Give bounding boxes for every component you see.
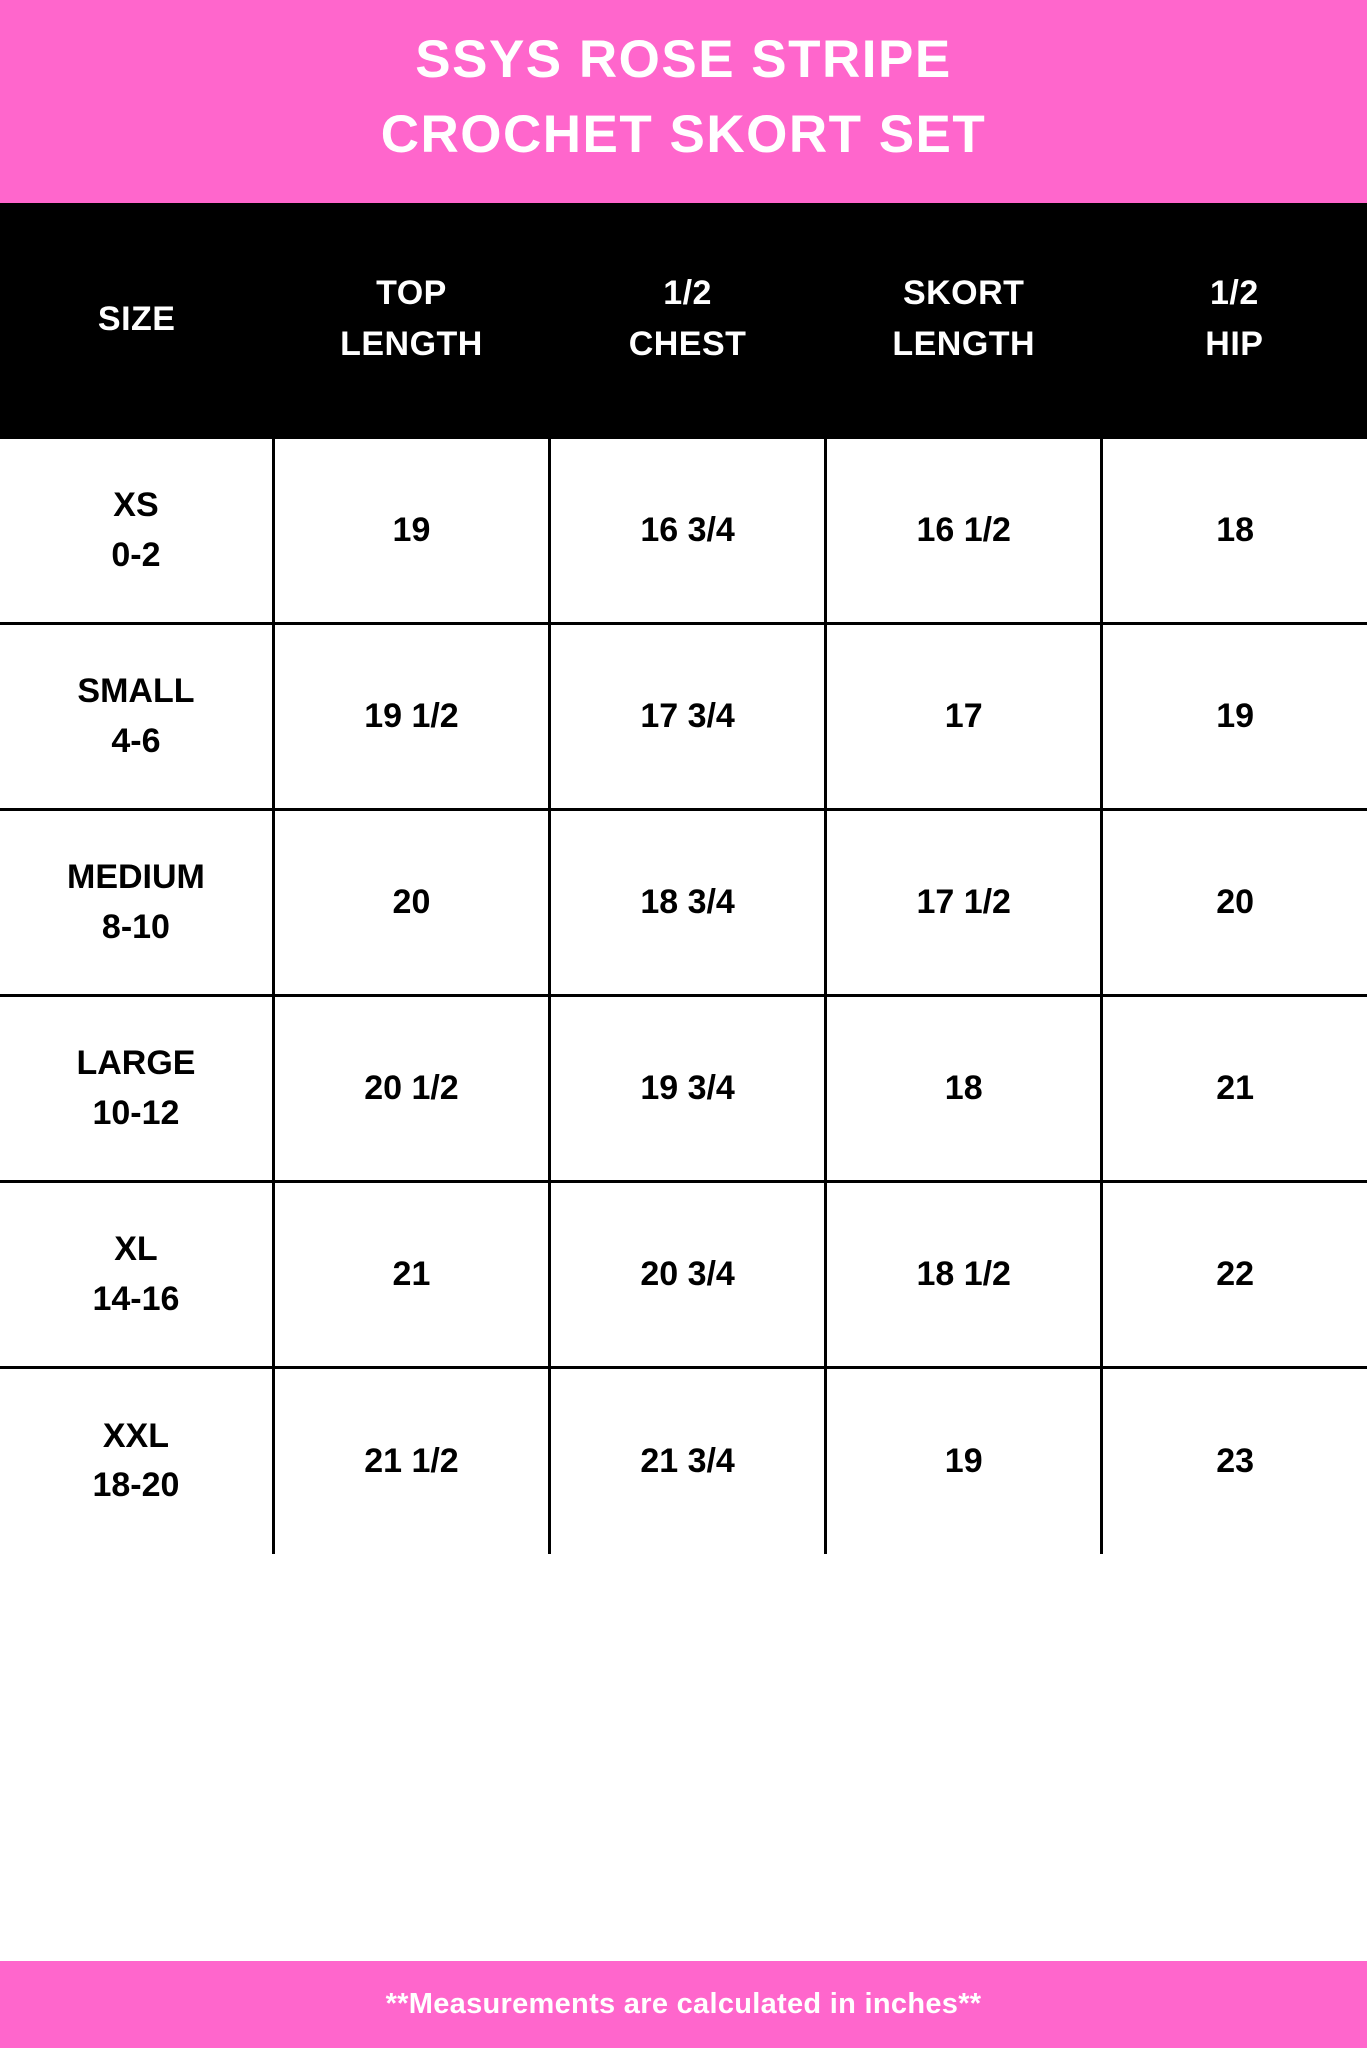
cell-top-length: 19 1/2 — [273, 624, 549, 810]
cell-half-chest: 21 3/4 — [550, 1368, 826, 1554]
cell-half-chest: 16 3/4 — [550, 438, 826, 624]
size-range: 4-6 — [111, 721, 161, 760]
column-header-skort-length — [826, 203, 1102, 438]
page-title-line-1: SSYS ROSE STRIPE — [415, 30, 952, 89]
cell-half-hip: 23 — [1102, 1368, 1367, 1554]
cell-skort-length: 18 1/2 — [826, 1182, 1102, 1368]
cell-half-hip: 18 — [1102, 438, 1367, 624]
measurement-note: **Measurements are calculated in inches** — [385, 1988, 982, 2020]
size-range: 8-10 — [101, 907, 170, 946]
column-header-top-length — [273, 203, 549, 438]
table-row — [0, 1182, 1367, 1368]
cell-top-length: 21 1/2 — [273, 1368, 549, 1554]
table-row — [0, 438, 1367, 624]
column-header-top-length-line-2: LENGTH — [340, 325, 483, 364]
column-header-skort-length-line-1: SKORT — [902, 274, 1025, 313]
size-range: 18-20 — [92, 1466, 180, 1505]
size-range: 10-12 — [92, 1093, 180, 1132]
table-header-row — [0, 203, 1367, 438]
size-table — [0, 203, 1367, 1554]
size-table-head — [0, 203, 1367, 438]
row-size-label — [0, 1368, 273, 1554]
column-header-half-chest-line-2: CHEST — [628, 325, 747, 364]
size-name: XXL — [102, 1416, 169, 1455]
column-header-top-length-line-1: TOP — [376, 274, 447, 313]
size-table-body — [0, 438, 1367, 1554]
cell-half-chest: 17 3/4 — [550, 624, 826, 810]
column-header-half-hip-line-2: HIP — [1205, 325, 1264, 364]
row-size-label — [0, 810, 273, 996]
row-size-label — [0, 624, 273, 810]
row-size-label — [0, 996, 273, 1182]
cell-top-length: 20 — [273, 810, 549, 996]
cell-top-length: 19 — [273, 438, 549, 624]
cell-skort-length: 18 — [826, 996, 1102, 1182]
size-name: XS — [113, 486, 159, 525]
column-header-half-chest — [550, 203, 826, 438]
cell-half-hip: 22 — [1102, 1182, 1367, 1368]
size-name: LARGE — [76, 1044, 196, 1083]
chart-footer — [0, 1961, 1367, 2048]
page-title-line-2: CROCHET SKORT SET — [380, 105, 987, 165]
cell-half-chest: 19 3/4 — [550, 996, 826, 1182]
cell-half-hip: 19 — [1102, 624, 1367, 810]
column-header-half-hip — [1102, 203, 1367, 438]
cell-half-hip: 20 — [1102, 810, 1367, 996]
cell-skort-length: 19 — [826, 1368, 1102, 1554]
table-row — [0, 1368, 1367, 1554]
page-title — [40, 22, 1327, 173]
cell-top-length: 20 1/2 — [273, 996, 549, 1182]
table-row — [0, 996, 1367, 1182]
size-name: XL — [114, 1230, 158, 1269]
column-header-size — [0, 203, 273, 438]
cell-skort-length: 16 1/2 — [826, 438, 1102, 624]
cell-skort-length: 17 — [826, 624, 1102, 810]
table-row — [0, 810, 1367, 996]
cell-skort-length: 17 1/2 — [826, 810, 1102, 996]
column-header-half-chest-line-1: 1/2 — [663, 274, 712, 313]
chart-header — [0, 0, 1367, 203]
column-header-skort-length-line-2: LENGTH — [892, 325, 1036, 364]
size-name: SMALL — [77, 672, 195, 711]
column-header-size-line-1: SIZE — [97, 299, 176, 338]
cell-top-length: 21 — [273, 1182, 549, 1368]
row-size-label — [0, 1182, 273, 1368]
cell-half-chest: 18 3/4 — [550, 810, 826, 996]
size-range: 14-16 — [92, 1279, 180, 1318]
row-size-label — [0, 438, 273, 624]
size-table-container — [0, 203, 1367, 1962]
size-name: MEDIUM — [67, 858, 205, 897]
table-row — [0, 624, 1367, 810]
cell-half-hip: 21 — [1102, 996, 1367, 1182]
column-header-half-hip-line-1: 1/2 — [1210, 274, 1259, 313]
cell-half-chest: 20 3/4 — [550, 1182, 826, 1368]
size-range: 0-2 — [111, 535, 161, 574]
